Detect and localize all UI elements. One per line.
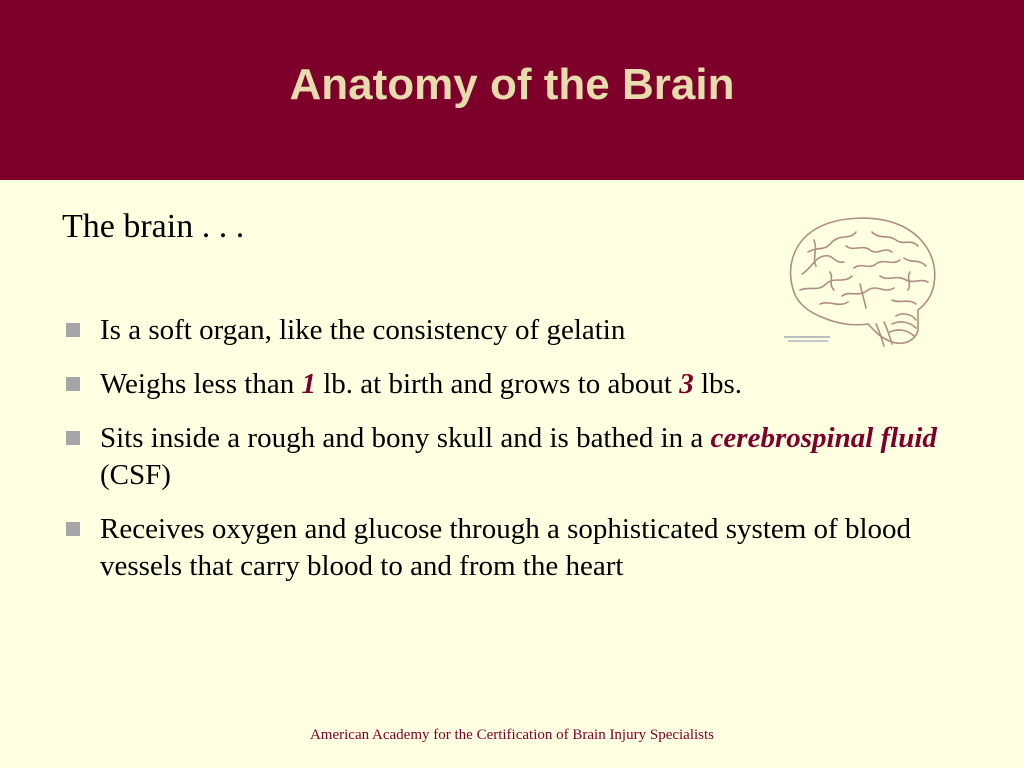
square-bullet-icon bbox=[66, 522, 80, 536]
bullet-list bbox=[62, 312, 952, 602]
bullet-text: Is a soft organ, like the consistency of gelatin bbox=[100, 314, 626, 346]
brain-illustration-icon bbox=[784, 212, 940, 348]
bullet-text: Weighs less than bbox=[100, 368, 302, 400]
footer-text: American Academy for the Certification of Brain Injury Specialists bbox=[309, 727, 715, 743]
square-bullet-icon bbox=[66, 377, 80, 391]
intro-text: The brain . . . bbox=[62, 208, 245, 245]
bullet-text: (CSF) bbox=[100, 459, 171, 491]
bullet-item-3 bbox=[62, 420, 952, 494]
bullet-text: Sits inside a rough and bony skull and is bathed in a bbox=[100, 422, 711, 454]
highlight-term: cerebrospinal fluid bbox=[710, 422, 937, 454]
slide-title: Anatomy of the Brain bbox=[289, 60, 735, 109]
highlight-number: 3 bbox=[679, 368, 694, 400]
square-bullet-icon bbox=[66, 431, 80, 445]
title-bar bbox=[0, 0, 1024, 180]
bullet-text: lbs. bbox=[693, 368, 743, 400]
bullet-text: Receives oxygen and glucose through a sophisticated system of blood vessels that carry blood to and from the heart bbox=[100, 513, 912, 582]
bullet-item-4 bbox=[62, 511, 952, 585]
bullet-item-2 bbox=[62, 366, 952, 403]
bullet-text: lb. at birth and grows to about bbox=[315, 368, 680, 400]
square-bullet-icon bbox=[66, 323, 80, 337]
highlight-number: 1 bbox=[301, 368, 316, 400]
